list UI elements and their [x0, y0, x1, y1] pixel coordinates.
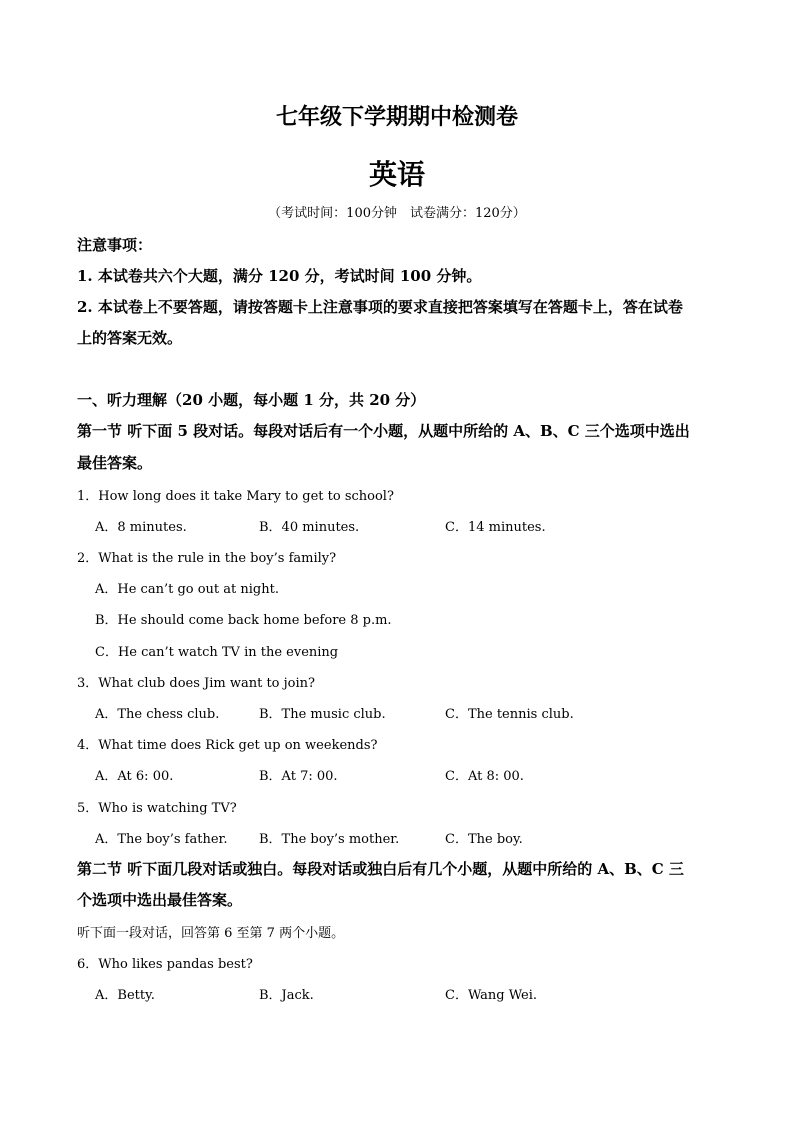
note-item-1: 1. 本试卷共六个大题，满分 120 分，考试时间 100 分钟。 — [77, 267, 482, 285]
question-5-stem: 5．Who is watching TV? — [77, 801, 237, 816]
question-5-option-c: C．The boy. — [445, 832, 523, 847]
question-2-stem: 2．What is the rule in the boy’s family? — [77, 551, 337, 566]
section1-heading: 一、听力理解（20 小题，每小题 1 分，共 20 分） — [77, 391, 426, 409]
note-item-2-line-1: 2. 本试卷上不要答题，请按答题卡上注意事项的要求直接把答案填写在答题卡上，答在试卷 — [77, 298, 683, 316]
subject-title: 英语 — [368, 158, 425, 191]
dialog-note: 听下面一段对话，回答第 6 至第 7 两个小题。 — [77, 926, 345, 941]
question-4-option-a: A．At 6: 00. — [95, 769, 174, 784]
question-1-option-a: A．8 minutes. — [95, 520, 187, 535]
question-4-stem: 4．What time does Rick get up on weekends? — [77, 738, 378, 753]
question-2-option-a: A．He can’t go out at night. — [95, 582, 279, 597]
notes-heading: 注意事项： — [77, 236, 153, 254]
question-4-option-b: B．At 7: 00. — [259, 769, 338, 784]
note-item-2-line-2: 上的答案无效。 — [77, 329, 183, 347]
part2-instruction-line-2: 个选项中选出最佳答案。 — [77, 891, 243, 909]
question-3-option-c: C．The tennis club. — [445, 707, 574, 722]
part1-instruction-line-1: 第一节 听下面 5 段对话。每段对话后有一个小题，从题中所给的 A、B、C 三个选项中选出 — [77, 422, 690, 440]
exam-title: 七年级下学期期中检测卷 — [275, 104, 518, 130]
question-6-option-b: B．Jack. — [259, 988, 314, 1003]
question-1-stem: 1．How long does it take Mary to get to school? — [77, 489, 394, 504]
question-4-option-c: C．At 8: 00. — [445, 769, 524, 784]
question-2-option-b: B．He should come back home before 8 p.m. — [95, 613, 392, 628]
question-3-option-a: A．The chess club. — [95, 707, 220, 722]
question-6-stem: 6．Who likes pandas best? — [77, 957, 253, 972]
question-3-option-b: B．The music club. — [259, 707, 386, 722]
part1-instruction-line-2: 最佳答案。 — [77, 454, 153, 472]
question-1-option-b: B．40 minutes. — [259, 520, 360, 535]
exam-info: （考试时间：100分钟 试卷满分：120分） — [268, 206, 526, 221]
question-3-stem: 3．What club does Jim want to join? — [77, 676, 315, 691]
question-1-option-c: C．14 minutes. — [445, 520, 546, 535]
question-2-option-c: C．He can’t watch TV in the evening — [95, 645, 339, 660]
question-5-option-a: A．The boy’s father. — [95, 832, 228, 847]
question-6-option-a: A．Betty. — [95, 988, 155, 1003]
question-5-option-b: B．The boy’s mother. — [259, 832, 400, 847]
question-6-option-c: C．Wang Wei. — [445, 988, 538, 1003]
part2-instruction-line-1: 第二节 听下面几段对话或独白。每段对话或独白后有几个小题，从题中所给的 A、B、C 三 — [77, 860, 684, 878]
